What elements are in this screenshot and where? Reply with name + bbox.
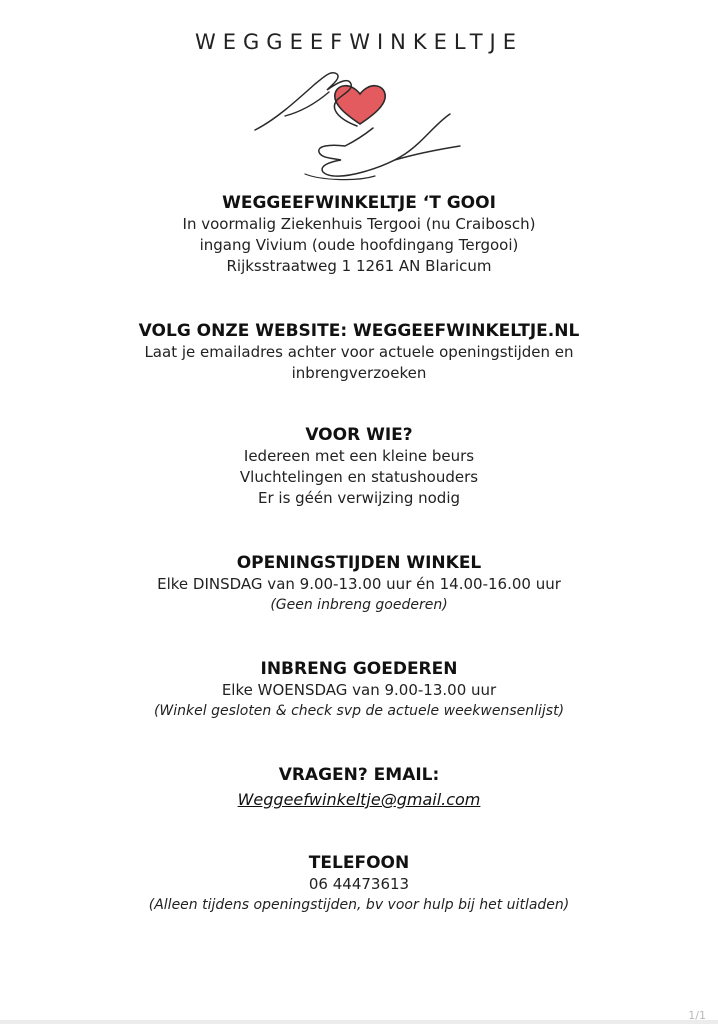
who-heading: VOOR WIE?	[305, 425, 413, 445]
intake-note: (Winkel gesloten & check svp de actuele weekwensenlijst)	[153, 703, 565, 719]
contact-section	[0, 764, 718, 811]
location-heading: WEGGEEFWINKELTJE ‘T GOOI	[222, 193, 496, 213]
intake-line: Elke WOENSDAG van 9.00-13.00 uur	[221, 681, 497, 699]
location-section	[0, 192, 718, 277]
website-line: inbrengverzoeken	[291, 364, 427, 382]
location-line: Rijksstraatweg 1 1261 AN Blaricum	[226, 257, 492, 275]
email-link[interactable]: Weggeefwinkeltje@gmail.com	[237, 790, 481, 809]
intake-heading: INBRENG GOEDEREN	[260, 659, 458, 679]
hours-section	[0, 552, 718, 616]
who-section	[0, 424, 718, 509]
phone-section	[0, 852, 718, 916]
brand-title: WEGGEEFWINKELTJE	[195, 30, 523, 54]
who-line: Vluchtelingen en statushouders	[239, 468, 479, 486]
website-line: Laat je emailadres achter voor actuele openingstijden en	[144, 343, 574, 361]
phone-heading: TELEFOON	[308, 853, 410, 873]
phone-note: (Alleen tijdens openingstijden, bv voor hulp bij het uitladen)	[148, 897, 570, 913]
page-indicator: 1/1	[688, 1009, 706, 1022]
website-heading: VOLG ONZE WEBSITE: WEGGEEFWINKELTJE.NL	[138, 321, 580, 341]
who-line: Er is géén verwijzing nodig	[257, 489, 461, 507]
hours-heading: OPENINGSTIJDEN WINKEL	[236, 553, 482, 573]
contact-heading: VRAGEN? EMAIL:	[278, 765, 440, 785]
intake-section	[0, 658, 718, 722]
phone-number: 06 44473613	[308, 875, 410, 893]
hands-heart-logo-icon	[245, 62, 475, 187]
location-line: ingang Vivium (oude hoofdingang Tergooi)	[199, 236, 519, 254]
hours-note: (Geen inbreng goederen)	[270, 597, 448, 613]
bottom-strip	[0, 1020, 718, 1024]
who-line: Iedereen met een kleine beurs	[243, 447, 475, 465]
location-line: In voormalig Ziekenhuis Tergooi (nu Craibosch)	[182, 215, 536, 233]
website-section	[0, 320, 718, 384]
hours-line: Elke DINSDAG van 9.00-13.00 uur én 14.00-16.00 uur	[157, 575, 561, 593]
